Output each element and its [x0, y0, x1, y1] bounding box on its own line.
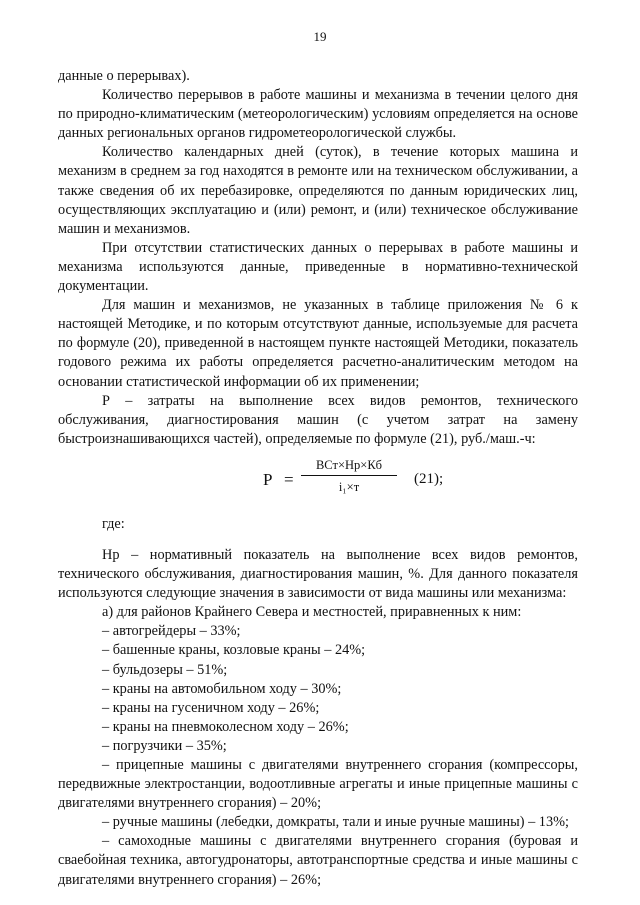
- list-item: – прицепные машины с двигателями внутреннего сгорания (компрессоры, передвижные электростанции, водоотливные агрегаты и иные прицепные машины с двигателями внутреннего сгорания) – 20%;: [58, 757, 578, 812]
- list-item: – краны на пневмоколесном ходу – 26%;: [102, 718, 349, 735]
- paragraph: При отсутствии статистических данных о перерывах в работе машины и механизма используются данные, приведенные в нормативно-технической документации.: [58, 239, 578, 295]
- definition-paragraph: Нр – нормативный показатель на выполнение всех видов ремонтов, технического обслуживания, диагностирования машин, %. Для данного показателя используются следующие значения в зависимости от вида машины или механизма:: [58, 546, 578, 602]
- where-label: где:: [102, 515, 125, 532]
- list-item: – погрузчики – 35%;: [102, 737, 227, 754]
- list-item: – краны на автомобильном ходу – 30%;: [102, 680, 342, 697]
- formula-numerator: ВСт×Нр×Кб: [301, 457, 397, 476]
- page-number: 19: [313, 29, 327, 44]
- list-item: – ручные машины (лебедки, домкраты, тали и иные ручные машины) – 13%;: [102, 814, 569, 831]
- paragraph: Количество перерывов в работе машины и механизма в течении целого дня по природно-климатическим (метеорологическим) условиям определяется на основе данных региональных органов гидрометеорологической службы.: [58, 87, 578, 142]
- formula-lhs: Р: [263, 469, 273, 489]
- paragraph: Р – затраты на выполнение всех видов ремонтов, технического обслуживания, диагностирования машин (с учетом затрат на замену быстроизнашивающихся частей), определяемые по формуле (21), руб./маш.-ч:: [58, 392, 578, 447]
- list-item: – самоходные машины с двигателями внутреннего сгорания (буровая и сваебойная техника, автогудронаторы, автотранспортные средства и иные машины с двигателями внутреннего сгорания) – 26%;: [58, 833, 578, 888]
- formula-equals: =: [284, 469, 294, 489]
- formula-number: (21);: [414, 470, 444, 487]
- region-heading: а) для районов Крайнего Севера и местностей, приравненных к ним:: [102, 604, 522, 621]
- paragraph: данные о перерывах).: [58, 68, 190, 84]
- list-item: – краны на гусеничном ходу – 26%;: [102, 699, 320, 716]
- list-item: – башенные краны, козловые краны – 24%;: [102, 642, 366, 659]
- document-body: [58, 67, 578, 890]
- formula-denominator: i₁×т: [338, 479, 360, 494]
- list-item: – бульдозеры – 51%;: [102, 661, 228, 678]
- list-item: – автогрейдеры – 33%;: [102, 623, 241, 640]
- formula-21: [58, 453, 578, 511]
- spacer: [58, 534, 578, 546]
- paragraph: Для машин и механизмов, не указанных в таблице приложения № 6 к настоящей Методике, и по которым отсутствуют данные, используемые для расчета по формуле (20), приведенной в настоящем пункте настоящей Методики, показатель годового режима их работы определяется расчетно-аналитическим методом на основании статистической информации об их применении;: [58, 297, 578, 390]
- paragraph: Количество календарных дней (суток), в течение которых машина и механизм в среднем за год находятся в ремонте или на техническом обслуживании, а также сведения об их перебазировке, определяются по данным юридических лиц, осуществляющих эксплуатацию и (или) ремонт, и (или) техническое обслуживание машин и механизмов.: [58, 144, 578, 237]
- formula-fraction: [301, 457, 397, 496]
